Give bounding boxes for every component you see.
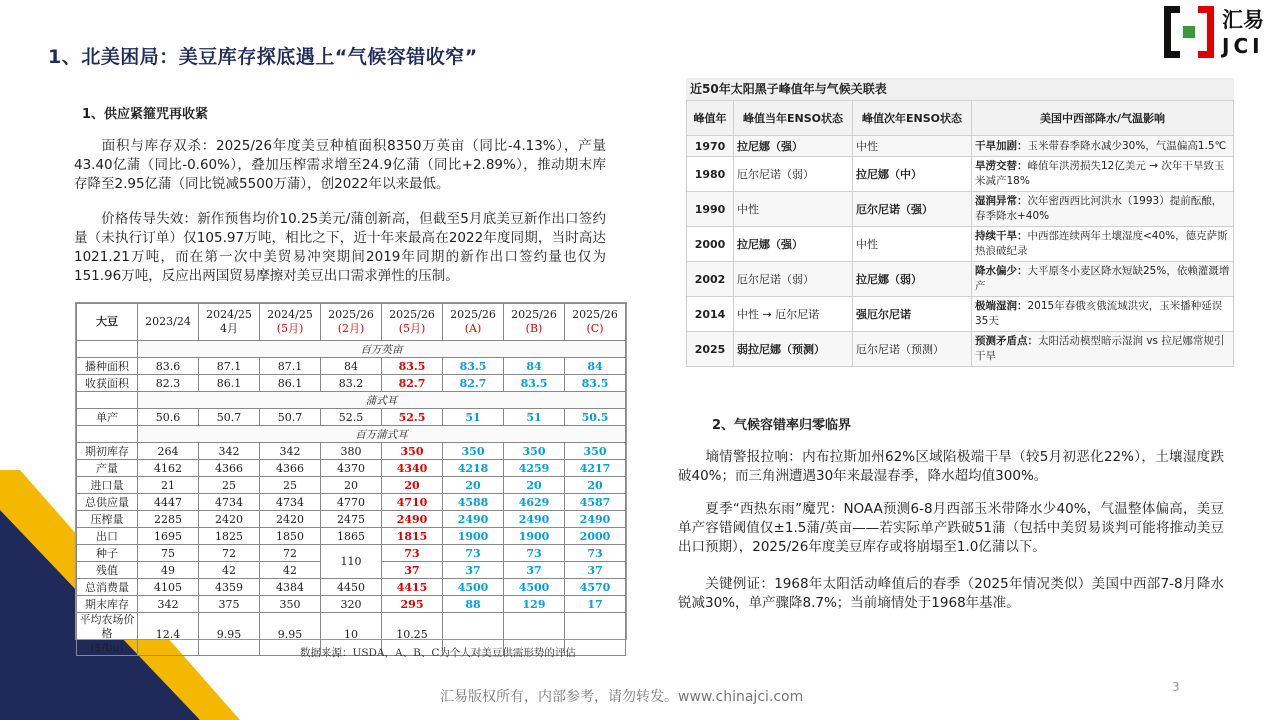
logo-text-en: JCI [1222,34,1264,58]
unit-row [77,426,626,443]
sunspot-climate-table [686,100,1234,367]
logo-text-cn: 汇易 [1222,8,1264,32]
table-row: 收获面积 82.3 86.1 86.1 83.2 82.7 82.7 83.5 83.5 [77,375,626,392]
page-number: 3 [1172,680,1180,694]
table-row: 残值 49 42 42 37 37 37 37 [77,562,626,579]
section2-paragraph-2 [678,500,1224,557]
table-row: 播种面积 83.6 87.1 87.1 84 83.5 83.5 84 84 [77,358,626,375]
unit-label: 百万英亩 [138,341,626,358]
header-cell: 2025/26 (A) [443,304,504,341]
header-cell: 2023/24 [138,304,199,341]
table-row: 期初库存 264 342 342 380 350 350 350 350 [77,443,626,460]
table-row: 平均农场价格 ($/bu) 12.4 9.95 9.95 10 10.25 [77,613,626,656]
table-row: 出口 1695 1825 1850 1865 1815 1900 1900 2000 [77,528,626,545]
table-row: 压榨量 2285 2420 2420 2475 2490 2490 2490 2490 [77,511,626,528]
table-row: 单产 50.6 50.7 50.7 52.5 52.5 51 51 50.5 [77,409,626,426]
paragraph-text: 面积与库存双杀：2025/26年度美豆种植面积8350万英亩（同比-4.13%），产量43.40亿蒲（同比-0.60%），叠加压榨需求增至24.9亿蒲（同比+2.89%），推动期末库存降至2.95亿蒲（同比锐减5500万蒲），创2022年以来最低。 [74,138,606,192]
section1-paragraph-2 [74,210,606,286]
table-header-row [77,304,626,341]
section1-heading: 1、供应紧箍咒再收紧 [82,107,209,122]
unit-row [77,392,626,409]
climate-table-title: 近50年太阳黑子峰值年与气候关联表 [686,78,1234,100]
paragraph-text: 墒情警报拉响：内布拉斯加州62%区域陷极端干旱（较5月初恶化22%），土壤湿度跌破40%；而三角洲遭遇30年来最湿春季，降水超均值300%。 [678,449,1224,484]
header-cell: 2025/26 (5月) [382,304,443,341]
table-row: 种子 75 72 72 110 73 73 73 73 [77,545,626,562]
paragraph-text: 关键例证：1968年太阳活动峰值后的春季（2025年情况类似）美国中西部7-8月降水锐减30%，单产骤降8.7%；当前墒情处于1968年基准。 [678,576,1224,611]
paragraph-text: 夏季“西热东雨”魔咒：NOAA预测6-8月西部玉米带降水少40%，气温整体偏高，美豆单产容错阈值仅±1.5蒲/英亩——若实际单产跌破51蒲（包括中美贸易谈判可能将推动美豆出口预期），2025/26年度美豆库存或将崩塌至1.0亿蒲以下。 [678,501,1224,555]
section1-paragraph-1 [74,137,606,194]
table-row: 总消费量 4105 4359 4384 4450 4415 4500 4500 4570 [77,579,626,596]
table-row: 产量 4162 4366 4366 4370 4340 4218 4259 4217 [77,460,626,477]
unit-label: 蒲式耳 [138,392,626,409]
jci-logo [1162,4,1278,60]
header-cell: 2024/25 (5月) [260,304,321,341]
section2-heading: 2、气候容错率归零临界 [712,418,852,433]
table-source-note: 数据来源：USDA，A、B、C为个人对美豆供需形势的评估 [300,647,576,659]
unit-label: 百万蒲式耳 [138,426,626,443]
table-row: 2014 中性 → 厄尔尼诺 强厄尔尼诺 极端湿润：2015年春俄亥俄流域洪灾，玉米播种延误35天 [687,297,1234,332]
header-cell: 2024/25 4月 [199,304,260,341]
header-cell: 大豆 [77,304,138,341]
table-row: 1970 拉尼娜（强） 中性 干旱加剧：玉米带春季降水减少30%，气温偏高1.5℃ [687,136,1234,157]
header-cell: 2025/26 (2月) [321,304,382,341]
jci-logo-icon [1164,6,1214,58]
footer-copyright: 汇易版权所有，内部参考，请勿转发。www.chinajci.com [440,689,804,705]
header-cell: 2025/26 (C) [565,304,626,341]
paragraph-text: 价格传导失效：新作预售均价10.25美元/蒲创新高，但截至5月底美豆新作出口签约量（未执行订单）仅105.97万吨，相比之下，近十年来最高在2022年度同期，当时高达1021.21万吨，而在第一次中美贸易冲突期间2019年同期的新作出口签约量也仅为151.96万吨，反应出两国贸易摩擦对美豆出口需求弹性的压制。 [74,211,606,284]
table-row: 2002 厄尔尼诺（弱） 拉尼娜（弱） 降水偏少：大平原冬小麦区降水短缺25%，依赖灌溉增产 [687,262,1234,297]
table-row: 1990 中性 厄尔尼诺（强） 湿润异常：次年密西西比河洪水（1993）提前酝酿，春季降水+40% [687,192,1234,227]
table-header-row: 峰值年 峰值当年ENSO状态 峰值次年ENSO状态 美国中西部降水/气温影响 [687,101,1234,136]
table-row: 2000 拉尼娜（强） 中性 持续干旱：中西部连续两年土壤湿度<40%，德克萨斯热浪破纪录 [687,227,1234,262]
section2-paragraph-1 [678,448,1224,486]
unit-row [77,341,626,358]
table-row: 2025 弱拉尼娜（预测） 厄尔尼诺（预测） 预测矛盾点：太阳活动模型暗示湿润 vs 拉尼娜常规引干旱 [687,332,1234,367]
table-row: 总供应量 4447 4734 4734 4770 4710 4588 4629 4587 [77,494,626,511]
table-row: 进口量 21 25 25 20 20 20 20 20 [77,477,626,494]
table-row: 1980 厄尔尼诺（弱） 拉尼娜（中） 旱涝交替：峰值年洪涝损失12亿美元 → 次年干旱致玉米减产18% [687,157,1234,192]
page-title: 1、北美困局：美豆库存探底遇上“气候容错收窄” [48,46,478,68]
header-cell: 2025/26 (B) [504,304,565,341]
section2-paragraph-3 [678,575,1224,613]
table-row: 期末库存 342 375 350 320 295 88 129 17 [77,596,626,613]
